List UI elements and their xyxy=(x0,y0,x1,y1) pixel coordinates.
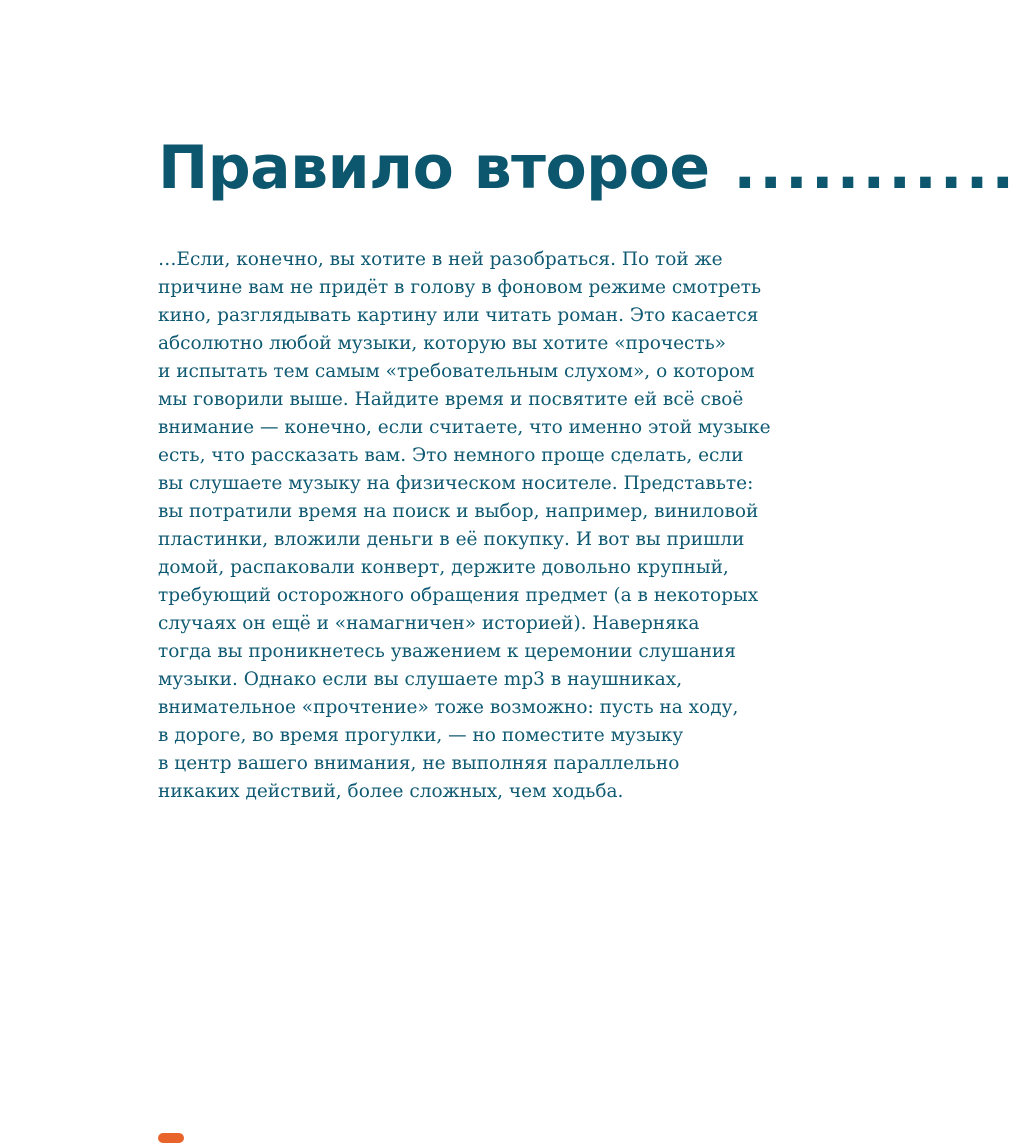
text-line: внимательное «прочтение» тоже возможно: пусть на ходу, xyxy=(158,697,739,718)
text-line: абсолютно любой музыки, которую вы хотите «прочесть» xyxy=(158,333,726,354)
text-line: тогда вы проникнетесь уважением к церемонии слушания xyxy=(158,641,736,662)
body-paragraph xyxy=(158,246,838,806)
title-dot-leader: ........... xyxy=(709,133,1017,203)
text-line: в центр вашего внимания, не выполняя параллельно xyxy=(158,753,680,774)
text-line: домой, распаковали конверт, держите довольно крупный, xyxy=(158,557,729,578)
text-line: пластинки, вложили деньги в её покупку. И вот вы пришли xyxy=(158,529,745,550)
text-line: музыки. Однако если вы слушаете mp3 в наушниках, xyxy=(158,669,683,690)
text-line: есть, что рассказать вам. Это немного проще сделать, если xyxy=(158,445,744,466)
text-line: вы слушаете музыку на физическом носителе. Представьте: xyxy=(158,473,754,494)
text-line: и испытать тем самым «требовательным слухом», о котором xyxy=(158,361,755,382)
text-line: случаях он ещё и «намагничен» историей). Наверняка xyxy=(158,613,700,634)
text-line: …Если, конечно, вы хотите в ней разобраться. По той же xyxy=(158,249,723,270)
chapter-title-text: Правило второе xyxy=(158,133,710,203)
page-number-mark xyxy=(158,1133,184,1138)
page-number-mark-shape xyxy=(158,1133,184,1143)
chapter-title xyxy=(158,128,1017,208)
text-line: никаких действий, более сложных, чем ходьба. xyxy=(158,781,624,802)
text-line: в дороге, во время прогулки, — но поместите музыку xyxy=(158,725,684,746)
text-line: мы говорили выше. Найдите время и посвятите ей всё своё xyxy=(158,389,744,410)
text-line: причине вам не придёт в голову в фоновом режиме смотреть xyxy=(158,277,762,298)
text-line: внимание — конечно, если считаете, что именно этой музыке xyxy=(158,417,771,438)
text-line: вы потратили время на поиск и выбор, например, виниловой xyxy=(158,501,759,522)
text-line: кино, разглядывать картину или читать роман. Это касается xyxy=(158,305,759,326)
text-line: требующий осторожного обращения предмет (а в некоторых xyxy=(158,585,759,606)
